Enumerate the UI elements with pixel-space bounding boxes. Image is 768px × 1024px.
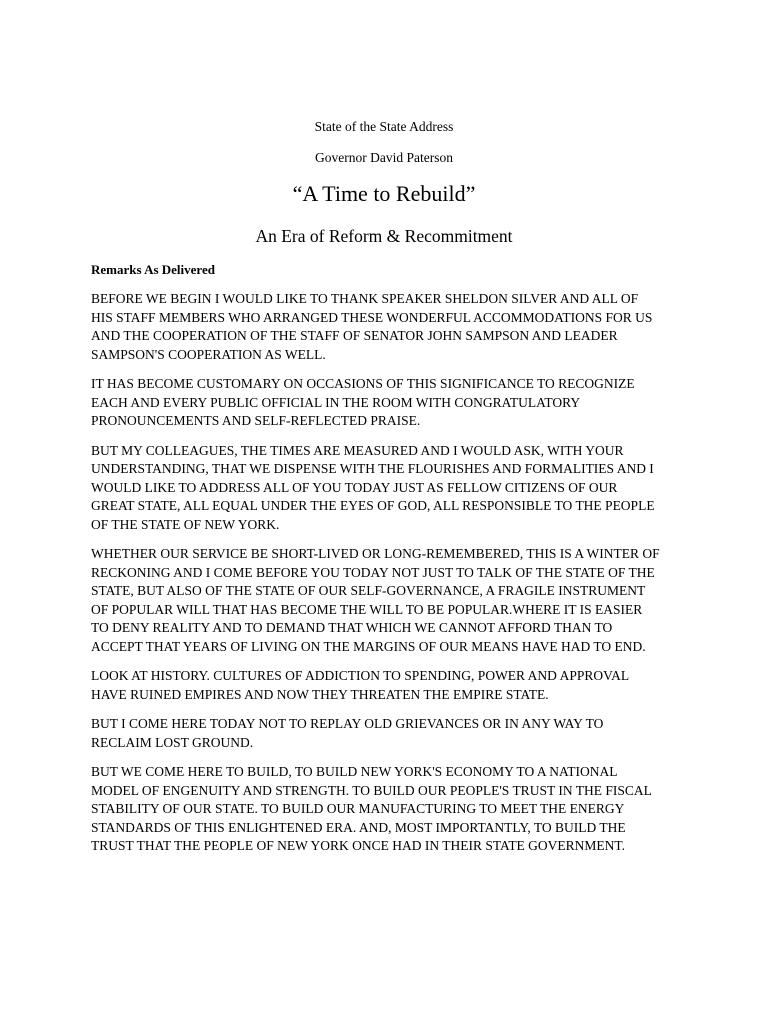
paragraph-line: IT HAS BECOME CUSTOMARY ON OCCASIONS OF THIS SIGNIFICANCE TO RECOGNIZE xyxy=(91,376,635,391)
paragraph-line: GREAT STATE, ALL EQUAL UNDER THE EYES OF GOD, ALL RESPONSIBLE TO THE PEOPLE xyxy=(91,498,655,513)
paragraph-line: MODEL OF ENGENUITY AND STRENGTH. TO BUILD OUR PEOPLE'S TRUST IN THE FISCAL xyxy=(91,782,652,798)
paragraph-line: STATE, BUT ALSO OF THE STATE OF OUR SELF-GOVERNANCE, A FRAGILE INSTRUMENT xyxy=(91,583,646,598)
paragraph-line: EACH AND EVERY PUBLIC OFFICIAL IN THE ROOM WITH CONGRATULATORY xyxy=(91,394,581,410)
paragraph-line: ACCEPT THAT YEARS OF LIVING ON THE MARGINS OF OUR MEANS HAVE HAD TO END. xyxy=(91,638,646,654)
speech-paragraph xyxy=(91,545,691,656)
remarks-label: Remarks As Delivered xyxy=(91,262,215,277)
document-subtitle: An Era of Reform & Recommitment xyxy=(255,226,513,246)
paragraph-line: STANDARDS OF THIS ENLIGHTENED ERA. AND, MOST IMPORTANTLY, TO BUILD THE xyxy=(91,819,626,835)
speech-paragraph xyxy=(91,667,691,704)
paragraph-line: TO DENY REALITY AND TO DEMAND THAT WHICH WE CANNOT AFFORD THAN TO xyxy=(91,620,613,635)
document-title: “A Time to Rebuild” xyxy=(292,181,476,206)
paragraph-line: HAVE RUINED EMPIRES AND NOW THEY THREATEN THE EMPIRE STATE. xyxy=(91,686,549,702)
paragraph-line: RECKONING AND I COME BEFORE YOU TODAY NOT JUST TO TALK OF THE STATE OF THE xyxy=(91,564,655,580)
speech-paragraph xyxy=(91,763,691,856)
paragraph-line: BEFORE WE BEGIN I WOULD LIKE TO THANK SPEAKER SHELDON SILVER AND ALL OF xyxy=(91,291,639,306)
paragraph-line: BUT MY COLLEAGUES, THE TIMES ARE MEASURED AND I WOULD ASK, WITH YOUR xyxy=(91,442,624,458)
paragraph-line: WOULD LIKE TO ADDRESS ALL OF YOU TODAY JUST AS FELLOW CITIZENS OF OUR xyxy=(91,479,618,495)
paragraph-line: BUT WE COME HERE TO BUILD, TO BUILD NEW YORK'S ECONOMY TO A NATIONAL xyxy=(91,764,618,779)
paragraph-line: AND THE COOPERATION OF THE STAFF OF SENATOR JOHN SAMPSON AND LEADER xyxy=(91,328,618,343)
paragraph-line: OF POPULAR WILL THAT HAS BECOME THE WILL TO BE POPULAR.WHERE IT IS EASIER xyxy=(91,601,643,617)
paragraph-line: TRUST THAT THE PEOPLE OF NEW YORK ONCE HAD IN THEIR STATE GOVERNMENT. xyxy=(91,838,626,853)
document-type-heading: State of the State Address xyxy=(314,119,454,134)
paragraph-line: PRONOUNCEMENTS AND SELF-REFLECTED PRAISE. xyxy=(91,413,421,428)
author-heading: Governor David Paterson xyxy=(315,150,453,165)
paragraph-line: HIS STAFF MEMBERS WHO ARRANGED THESE WONDERFUL ACCOMMODATIONS FOR US xyxy=(91,309,653,325)
paragraph-line: STABILITY OF OUR STATE. TO BUILD OUR MANUFACTURING TO MEET THE ENERGY xyxy=(91,801,625,816)
speech-paragraph xyxy=(91,290,691,364)
speech-paragraph xyxy=(91,442,691,535)
paragraph-line: WHETHER OUR SERVICE BE SHORT-LIVED OR LONG-REMEMBERED, THIS IS A WINTER OF xyxy=(91,546,660,561)
paragraph-line: BUT I COME HERE TODAY NOT TO REPLAY OLD GRIEVANCES OR IN ANY WAY TO xyxy=(91,716,604,731)
paragraph-line: UNDERSTANDING, THAT WE DISPENSE WITH THE FLOURISHES AND FORMALITIES AND I xyxy=(91,461,654,476)
paragraph-line: OF THE STATE OF NEW YORK. xyxy=(91,516,280,532)
speech-paragraph xyxy=(91,375,691,431)
speech-body xyxy=(91,290,691,867)
paragraph-line: LOOK AT HISTORY. CULTURES OF ADDICTION TO SPENDING, POWER AND APPROVAL xyxy=(91,668,630,683)
paragraph-line: SAMPSON'S COOPERATION AS WELL. xyxy=(91,346,326,362)
speech-paragraph xyxy=(91,715,691,752)
paragraph-line: RECLAIM LOST GROUND. xyxy=(91,734,254,750)
